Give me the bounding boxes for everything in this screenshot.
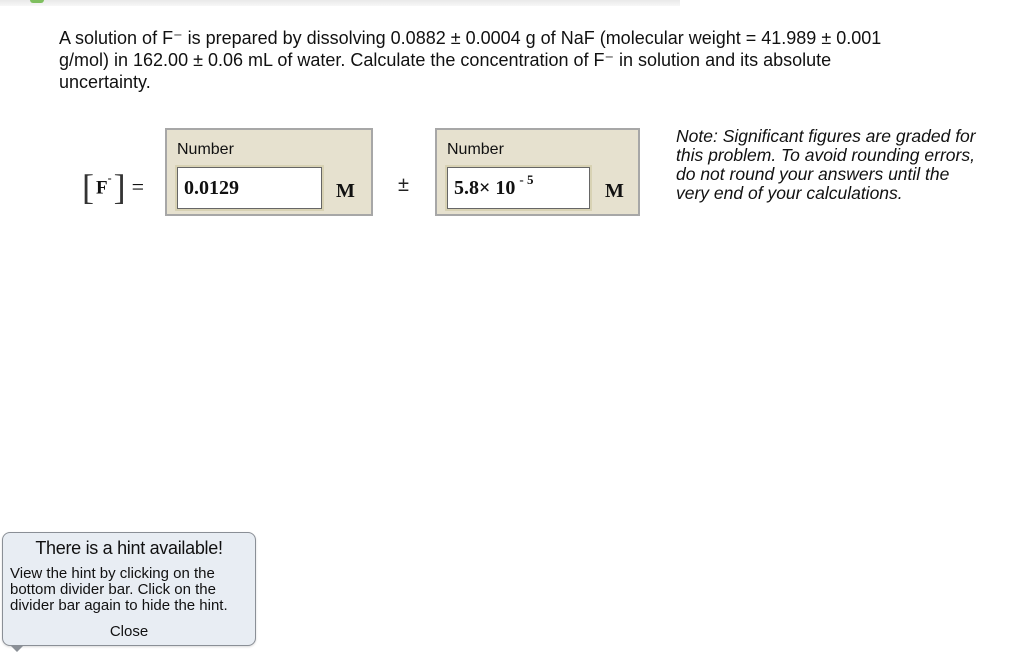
concentration-answer-box: [165, 128, 373, 216]
species-symbol: F-: [96, 170, 112, 199]
concentration-number-label: Number: [177, 141, 234, 158]
species-charge: -: [107, 170, 112, 185]
uncertainty-exponent: - 5: [519, 172, 534, 187]
hint-close-button[interactable]: Close: [109, 623, 149, 640]
top-progress-strip: [0, 0, 680, 6]
uncertainty-answer-box: [435, 128, 640, 216]
uncertainty-mantissa: 5.8× 10: [454, 176, 516, 199]
concentration-input[interactable]: [177, 167, 322, 209]
hint-title: There is a hint available!: [35, 538, 223, 558]
concentration-value: 0.0129: [184, 176, 239, 199]
concentration-label: [82, 165, 144, 209]
problem-line-2: g/mol) in 162.00 ± 0.06 mL of water. Calculate the concentration of F⁻ in solution and its absolute: [59, 50, 832, 70]
right-bracket: ]: [113, 167, 126, 207]
progress-indicator: [30, 0, 44, 3]
hint-body: View the hint by clicking on the bottom divider bar. Click on the divider bar again to hide the hint.: [10, 565, 228, 614]
problem-statement: [59, 27, 959, 93]
left-bracket: [: [82, 167, 94, 207]
problem-line-1: A solution of F⁻ is prepared by dissolving 0.0882 ± 0.0004 g of NaF (molecular weight = 41.989 ± 0.001: [59, 28, 882, 48]
uncertainty-input[interactable]: [447, 167, 590, 209]
uncertainty-number-label: Number: [447, 141, 504, 158]
significant-figures-note: Note: Significant figures are graded for this problem. To avoid rounding errors, do not round your answers until the very end of your calculations.: [676, 126, 976, 203]
concentration-unit: M: [336, 180, 355, 202]
equals-sign: =: [131, 174, 145, 199]
hint-popup: [2, 532, 256, 646]
plus-minus-sign: ±: [398, 174, 409, 196]
problem-line-3: uncertainty.: [59, 72, 151, 92]
hint-pointer-tail: [10, 645, 24, 652]
uncertainty-unit: M: [605, 180, 624, 202]
